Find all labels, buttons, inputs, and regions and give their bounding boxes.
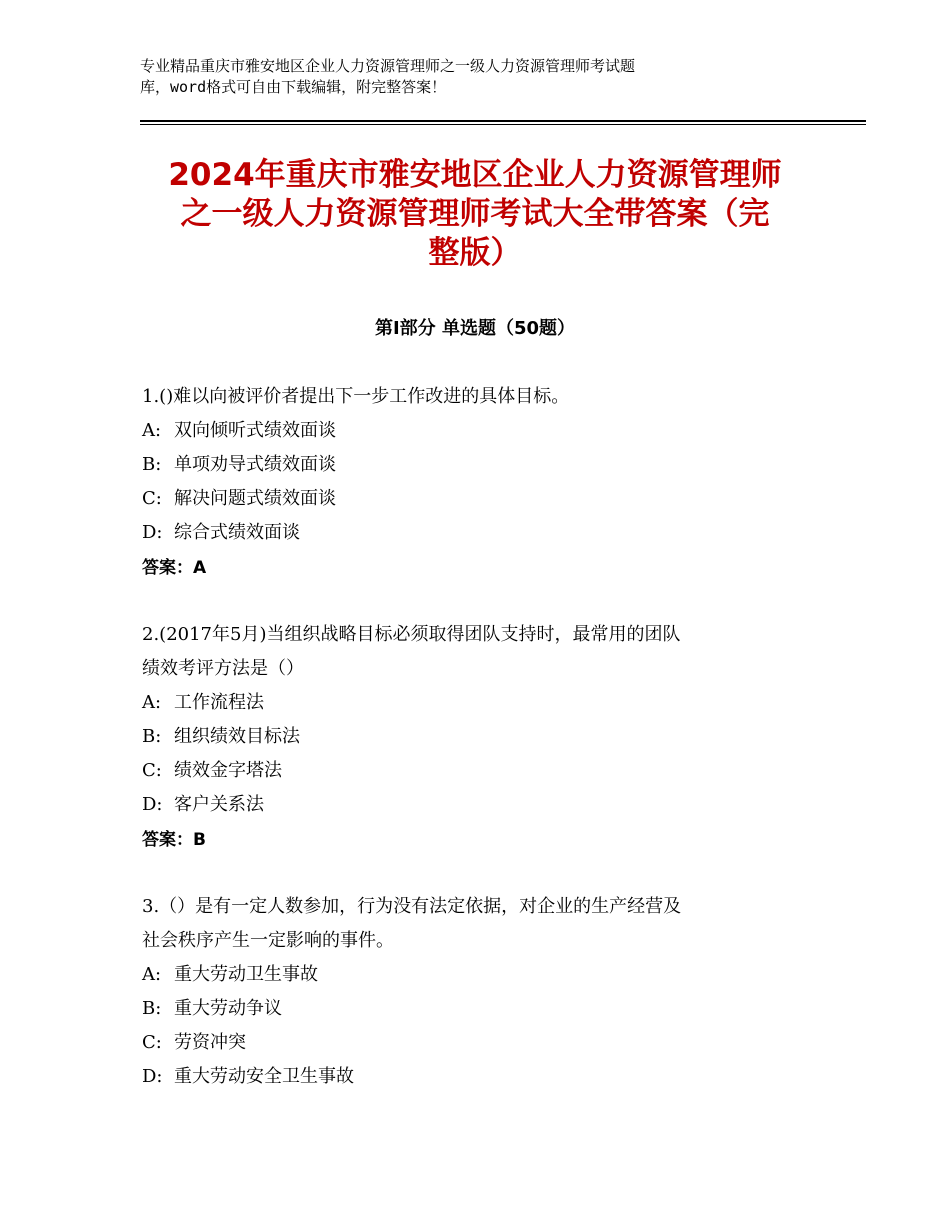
option-letter: C:	[142, 488, 162, 509]
section-heading: 第Ⅰ部分 单选题（50题）	[374, 318, 575, 339]
option-d	[142, 788, 822, 822]
option-text: 组织绩效目标法	[174, 726, 300, 747]
option-letter: A:	[142, 420, 162, 441]
question-item	[142, 618, 822, 858]
question-stem: 绩效考评方法是（）	[142, 658, 304, 679]
option-text: 工作流程法	[174, 692, 264, 713]
question-stem: 1.()难以向被评价者提出下一步工作改进的具体目标。	[142, 386, 570, 407]
header-divider	[140, 124, 866, 125]
answer-line: 答案：A	[142, 558, 207, 578]
option-letter: A:	[142, 692, 162, 713]
header-note-line: 库，word格式可自由下载编辑，附完整答案！	[140, 78, 447, 96]
option-a	[142, 958, 822, 992]
option-b	[142, 992, 822, 1026]
option-c	[142, 754, 822, 788]
option-d	[142, 1060, 822, 1094]
question-stem: 3.（）是有一定人数参加，行为没有法定依据，对企业的生产经营及	[142, 896, 682, 917]
option-d	[142, 516, 822, 550]
question-stem: 2.(2017年5月)当组织战略目标必须取得团队支持时，最常用的团队	[142, 624, 681, 645]
option-text: 绩效金字塔法	[174, 760, 282, 781]
header-divider	[140, 120, 866, 122]
title-line: 整版）	[428, 235, 522, 271]
document-title	[120, 156, 830, 273]
option-text: 重大劳动争议	[174, 998, 282, 1019]
question-item	[142, 890, 822, 1094]
option-letter: B:	[142, 726, 162, 747]
option-text: 双向倾听式绩效面谈	[174, 420, 336, 441]
option-text: 劳资冲突	[174, 1032, 246, 1053]
option-letter: D:	[142, 1066, 163, 1087]
answer-line: 答案：B	[142, 830, 206, 850]
option-a	[142, 686, 822, 720]
option-text: 解决问题式绩效面谈	[174, 488, 336, 509]
option-letter: D:	[142, 522, 163, 543]
header-note	[140, 56, 780, 98]
option-text: 单项劝导式绩效面谈	[174, 454, 336, 475]
option-text: 重大劳动安全卫生事故	[174, 1066, 354, 1087]
option-a	[142, 414, 822, 448]
option-letter: B:	[142, 998, 162, 1019]
option-b	[142, 720, 822, 754]
title-line: 之一级人力资源管理师考试大全带答案（完	[180, 196, 770, 232]
question-list	[142, 380, 822, 1126]
option-text: 重大劳动卫生事故	[174, 964, 318, 985]
option-text: 综合式绩效面谈	[174, 522, 300, 543]
option-letter: B:	[142, 454, 162, 475]
option-letter: C:	[142, 1032, 162, 1053]
option-letter: A:	[142, 964, 162, 985]
question-item	[142, 380, 822, 586]
option-c	[142, 482, 822, 516]
option-letter: D:	[142, 794, 163, 815]
option-c	[142, 1026, 822, 1060]
option-letter: C:	[142, 760, 162, 781]
title-line: 2024年重庆市雅安地区企业人力资源管理师	[168, 157, 782, 193]
option-text: 客户关系法	[174, 794, 264, 815]
header-note-line: 专业精品重庆市雅安地区企业人力资源管理师之一级人力资源管理师考试题	[140, 57, 636, 75]
question-stem: 社会秩序产生一定影响的事件。	[142, 930, 394, 951]
option-b	[142, 448, 822, 482]
